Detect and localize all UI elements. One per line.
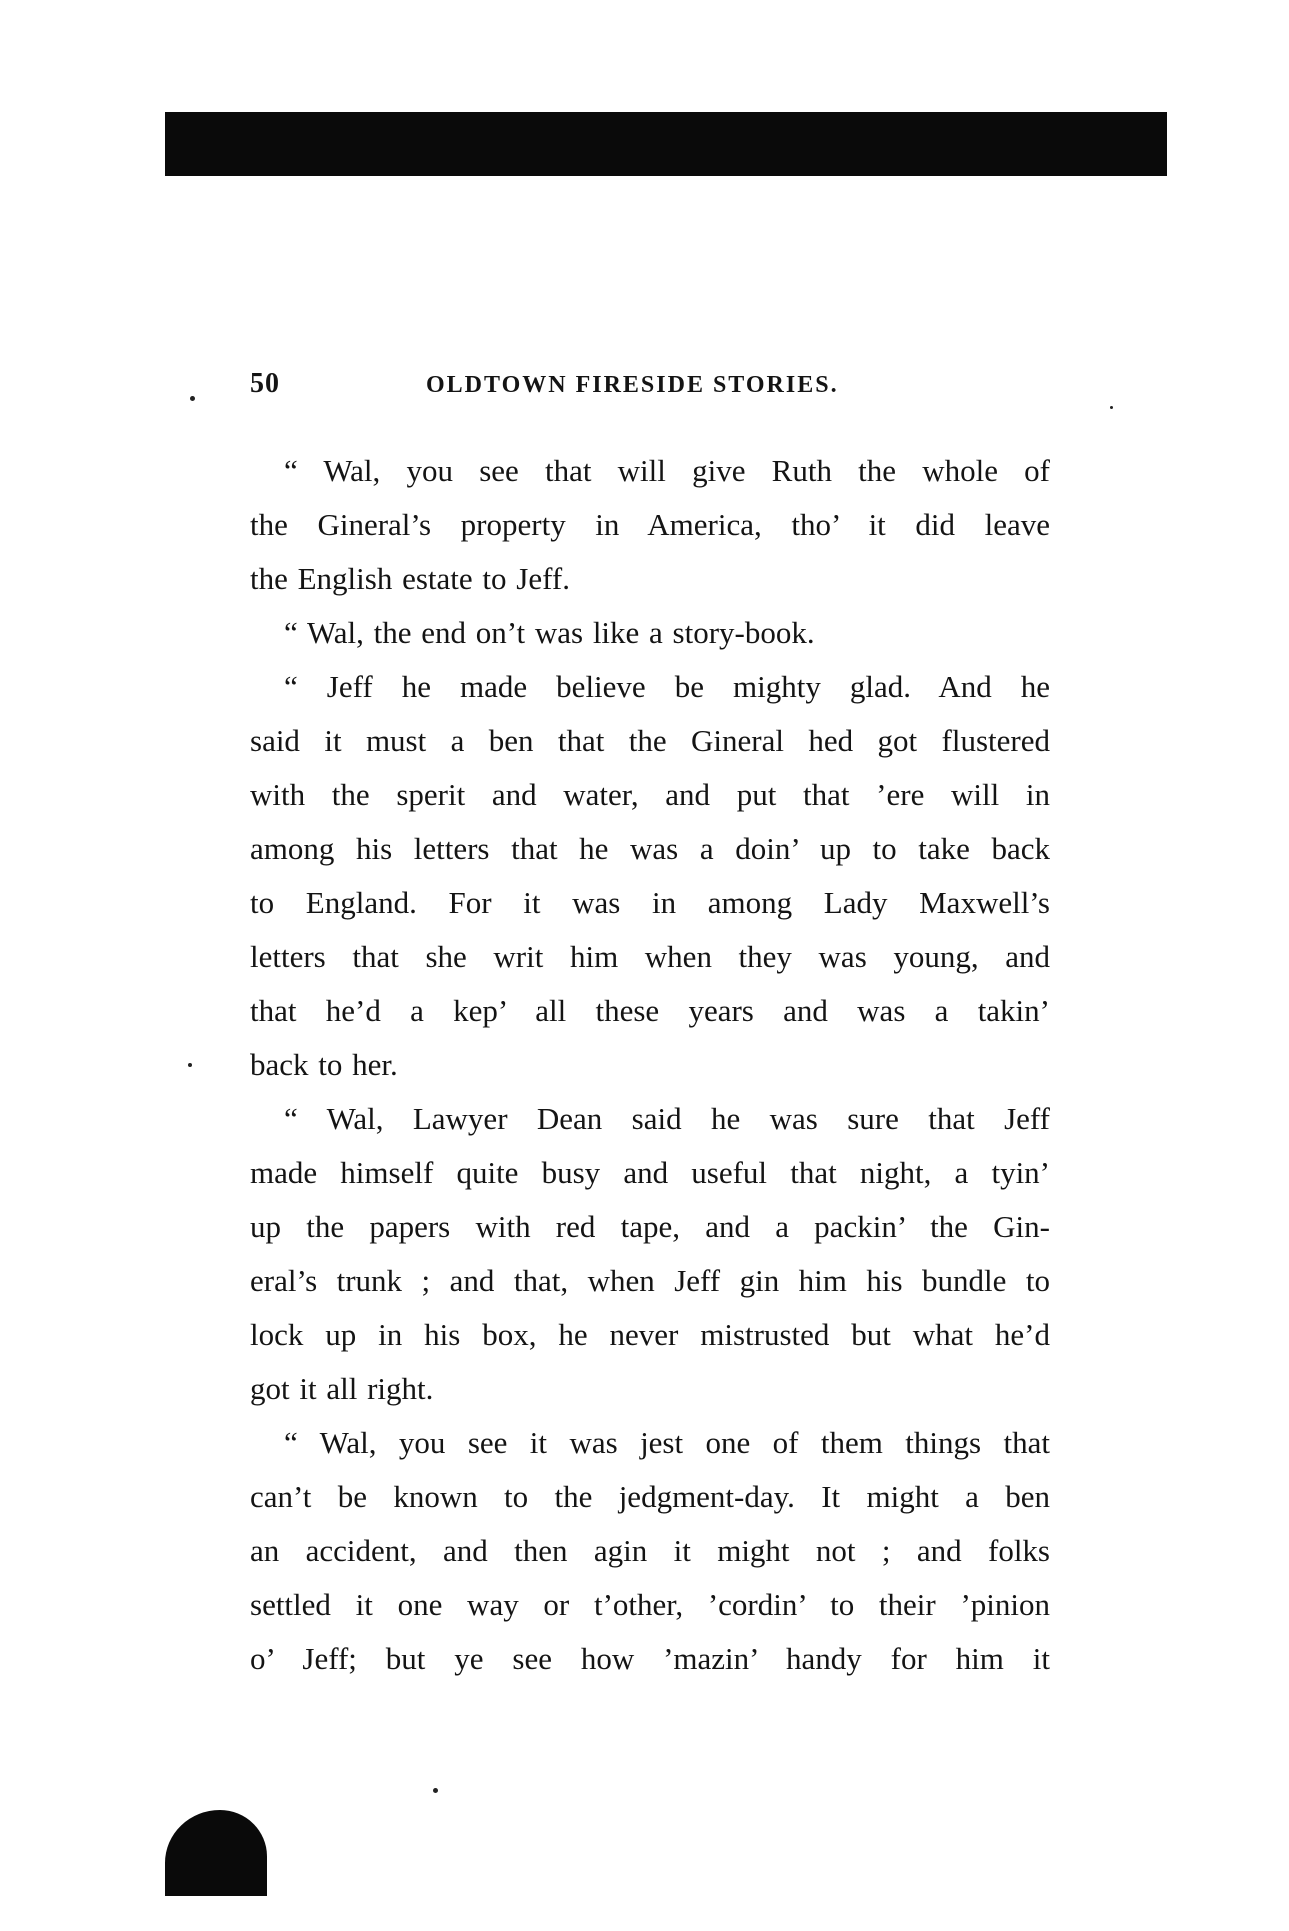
scan-speck <box>1110 406 1113 409</box>
running-head: OLDTOWN FIRESIDE STORIES. <box>426 372 839 398</box>
text-line: eral’s trunk ; and that, when Jeff gin him his bundle to <box>250 1263 1050 1298</box>
text-line: “ Wal, you see that will give Ruth the whole of <box>284 453 1050 488</box>
text-line: “ Wal, you see it was jest one of them things that <box>284 1425 1050 1460</box>
text-line: o’ Jeff; but ye see how ’mazin’ handy for him it <box>250 1641 1050 1676</box>
page-header <box>250 368 1040 408</box>
paragraph <box>250 606 1050 660</box>
text-line: that he’d a kep’ all these years and was a takin’ <box>250 993 1050 1028</box>
text-line: up the papers with red tape, and a packin’ the Gin- <box>250 1209 1050 1244</box>
text-line: can’t be known to the jedgment-day. It might a ben <box>250 1479 1050 1514</box>
text-line: “ Jeff he made believe be mighty glad. And he <box>284 669 1050 704</box>
paragraph <box>250 1416 1050 1686</box>
scan-speck <box>188 1063 192 1067</box>
scan-speck <box>433 1788 438 1793</box>
text-line: made himself quite busy and useful that night, a tyin’ <box>250 1155 1050 1190</box>
scan-corner-blot <box>165 1810 267 1896</box>
text-line: an accident, and then agin it might not ; and folks <box>250 1533 1050 1568</box>
text-line: the English estate to Jeff. <box>250 561 570 596</box>
text-line: settled it one way or t’other, ’cordin’ to their ’pinion <box>250 1587 1050 1622</box>
scan-speck <box>190 396 195 401</box>
text-line: “ Wal, the end on’t was like a story-book. <box>284 615 815 650</box>
text-line: lock up in his box, he never mistrusted but what he’d <box>250 1317 1050 1352</box>
paragraph <box>250 660 1050 1092</box>
page-number: 50 <box>250 368 280 399</box>
text-line: “ Wal, Lawyer Dean said he was sure that Jeff <box>284 1101 1050 1136</box>
scan-edge-bar <box>165 112 1167 176</box>
paragraph <box>250 444 1050 606</box>
paragraph <box>250 1092 1050 1416</box>
page-body <box>250 444 1050 1686</box>
text-line: to England. For it was in among Lady Maxwell’s <box>250 885 1050 920</box>
text-line: the Gineral’s property in America, tho’ it did leave <box>250 507 1050 542</box>
text-line: back to her. <box>250 1047 398 1082</box>
text-line: said it must a ben that the Gineral hed got flustered <box>250 723 1050 758</box>
text-line: with the sperit and water, and put that ’ere will in <box>250 777 1050 812</box>
text-line: among his letters that he was a doin’ up to take back <box>250 831 1050 866</box>
text-line: letters that she writ him when they was young, and <box>250 939 1050 974</box>
text-line: got it all right. <box>250 1371 434 1406</box>
